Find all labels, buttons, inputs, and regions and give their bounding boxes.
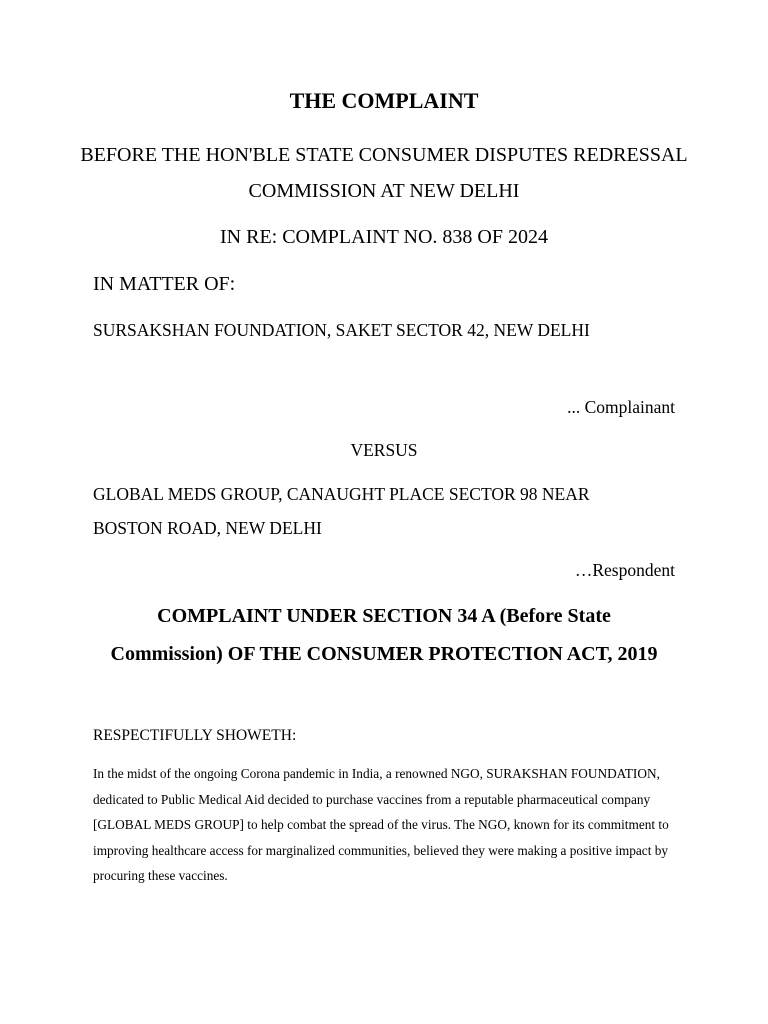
document-title: THE COMPLAINT	[289, 88, 479, 113]
complainant-name-address: SURSAKSHAN FOUNDATION, SAKET SECTOR 42, NEW DELHI	[93, 320, 590, 340]
versus-label: VERSUS	[350, 440, 418, 460]
complainant-role: ... Complainant	[567, 397, 675, 417]
court-line: BEFORE THE HON'BLE STATE CONSUMER DISPUTES REDRESSAL COMMISSION AT NEW DELHI	[80, 144, 688, 202]
complaint-number: IN RE: COMPLAINT NO. 838 OF 2024	[220, 226, 548, 248]
respondent-role: …Respondent	[574, 560, 675, 580]
respectfully-showeth: RESPECTIFULLY SHOWETH:	[93, 727, 297, 744]
in-matter-of-label: IN MATTER OF:	[93, 273, 236, 295]
respondent-name-address: GLOBAL MEDS GROUP, CANAUGHT PLACE SECTOR 98 NEAR BOSTON ROAD, NEW DELHI	[93, 484, 590, 538]
body-paragraph: In the midst of the ongoing Corona pandemic in India, a renowned NGO, SURAKSHAN FOUNDATION, dedicated to Public Medical Aid decided to purchase vaccines from a reputable pharmaceutical company [GLOBAL MEDS GROUP] to help combat the spread of the virus. The NGO, known for its commitment to improving healthcare access for marginalized communities, believed they were making a positive impact by procuring these vaccines.	[93, 766, 669, 883]
complaint-heading: COMPLAINT UNDER SECTION 34 A (Before State Commission) OF THE CONSUMER PROTECTION ACT, 2019	[110, 605, 658, 665]
